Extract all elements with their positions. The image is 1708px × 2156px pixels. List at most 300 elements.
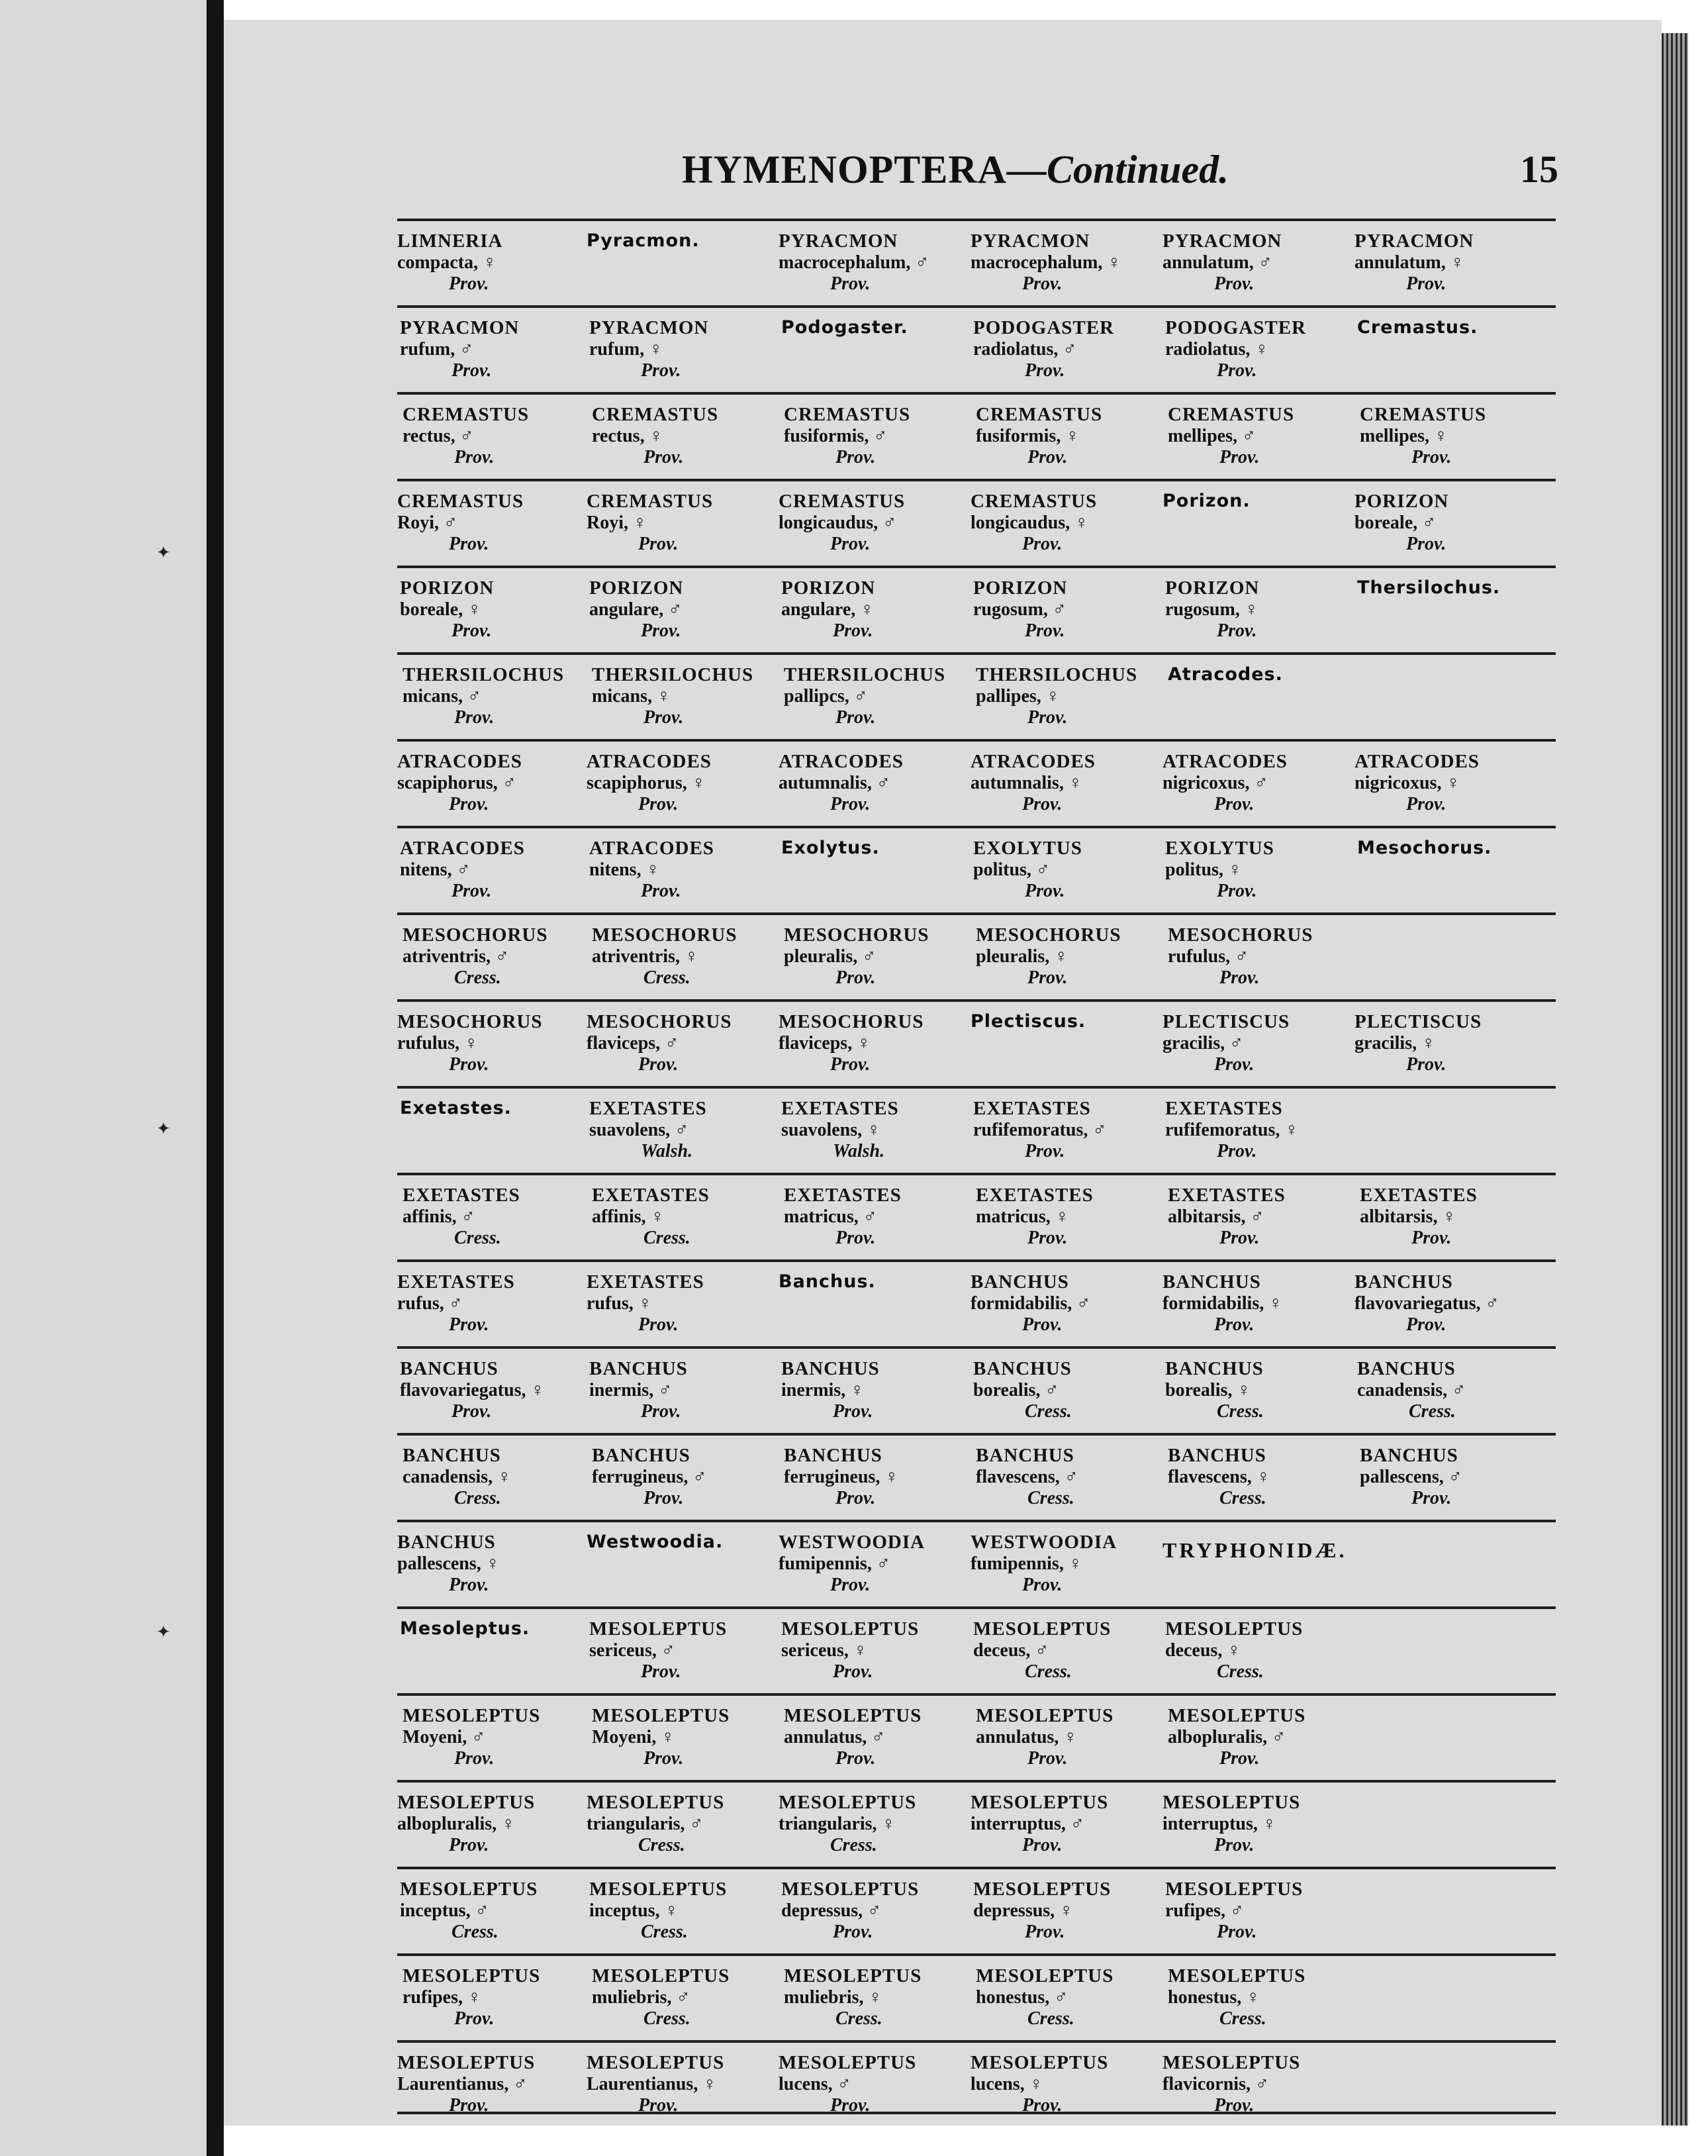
species-name: boreale, ♂ — [1354, 513, 1437, 533]
species-entry — [1162, 230, 1361, 295]
authority: Prov. — [638, 794, 679, 814]
authority: Prov. — [835, 967, 876, 988]
authority: Cress. — [830, 1835, 877, 1855]
species-name: inceptus, ♂ — [400, 1900, 489, 1921]
species-name: flavescens, ♀ — [1168, 1467, 1270, 1487]
authority: Prov. — [1219, 967, 1260, 988]
species-name: flavovariegatus, ♀ — [400, 1380, 545, 1400]
species-name: matricus, ♀ — [976, 1206, 1069, 1227]
authority: Prov. — [1027, 1228, 1068, 1248]
authority: Cress. — [643, 967, 690, 988]
genus-name: MESOLEPTUS — [589, 1879, 728, 1900]
species-name: flaviceps, ♂ — [587, 1033, 679, 1054]
margin-mark: ✦ — [156, 1119, 171, 1139]
authority: Prov. — [1406, 1314, 1447, 1335]
authority: Prov. — [830, 534, 871, 554]
margin-mark: ✦ — [156, 543, 171, 563]
authority: Prov. — [835, 707, 876, 728]
genus-name: EXETASTES — [403, 1185, 520, 1206]
species-entry — [592, 1965, 790, 2030]
species-entry — [403, 664, 601, 728]
species-name: longicaudus, ♂ — [779, 513, 897, 533]
authority: Prov. — [1406, 273, 1447, 294]
species-entry — [779, 2052, 977, 2116]
authority: Prov. — [835, 1748, 876, 1769]
species-entry — [1354, 230, 1553, 295]
species-name: honestus, ♀ — [1168, 1987, 1260, 2008]
species-name: albopluralis, ♀ — [397, 1814, 516, 1834]
species-name: macrocephalum, ♀ — [971, 252, 1121, 273]
species-name: rufifemoratus, ♂ — [973, 1120, 1107, 1140]
genus-name: PORIZON — [973, 577, 1068, 599]
genus-name: MESOLEPTUS — [1168, 1965, 1306, 1986]
genus-name: PYRACMON — [400, 317, 520, 338]
genus-name: EXETASTES — [592, 1185, 710, 1206]
genus-name: PORIZON — [1165, 577, 1260, 599]
authority: Cress. — [1217, 1661, 1264, 1682]
authority: Prov. — [641, 881, 681, 901]
species-entry — [587, 1011, 785, 1075]
species-entry — [971, 1271, 1169, 1336]
species-name: suavolens, ♀ — [781, 1120, 881, 1140]
genus-name: ATRACODES — [1162, 751, 1288, 772]
species-name: autumnalis, ♂ — [779, 773, 890, 793]
entry-row — [397, 1780, 1556, 1867]
entry-row — [397, 1346, 1556, 1433]
authority: Prov. — [1217, 1922, 1257, 1942]
species-name: scapiphorus, ♀ — [587, 773, 706, 793]
species-name: micans, ♂ — [403, 686, 481, 707]
authority: Prov. — [1217, 1141, 1257, 1161]
species-entry — [397, 1271, 596, 1336]
genus-name: MESOLEPTUS — [973, 1879, 1112, 1900]
species-entry — [400, 1879, 598, 1943]
authority: Prov. — [454, 1748, 495, 1769]
entry-row — [397, 305, 1556, 392]
genus-name: CREMASTUS — [403, 404, 530, 425]
authority: Prov. — [1214, 794, 1255, 814]
species-name: lucens, ♀ — [971, 2074, 1043, 2094]
authority: Prov. — [1027, 1748, 1068, 1769]
species-name: muliebris, ♀ — [784, 1987, 882, 2008]
authority: Prov. — [1025, 360, 1065, 381]
genus-name: MESOCHORUS — [397, 1011, 543, 1032]
family-heading: TRYPHONIDÆ. — [1162, 1538, 1347, 1562]
genus-name: MESOLEPTUS — [1162, 1792, 1301, 1813]
species-name: politus, ♀ — [1165, 859, 1242, 880]
species-name: muliebris, ♂ — [592, 1987, 690, 2008]
authority: Walsh. — [641, 1141, 693, 1161]
species-name: pallipes, ♀ — [976, 686, 1060, 707]
genus-name: EXETASTES — [781, 1098, 899, 1119]
genus-heading: Cremastus. — [1357, 317, 1478, 338]
genus-name: MESOLEPTUS — [592, 1965, 730, 1986]
species-name: albitarsis, ♀ — [1360, 1206, 1456, 1227]
authority: Prov. — [643, 1488, 684, 1508]
species-name: inceptus, ♀ — [589, 1900, 679, 1921]
authority: Prov. — [830, 1575, 871, 1595]
species-name: fusiformis, ♂ — [784, 426, 888, 446]
authority: Prov. — [641, 1661, 681, 1682]
species-entry — [779, 1011, 977, 1075]
species-list — [397, 219, 1556, 2114]
genus-name: BANCHUS — [1357, 1358, 1456, 1379]
species-name: atriventris, ♀ — [592, 946, 698, 967]
species-entry — [592, 924, 790, 989]
species-name: rectus, ♂ — [403, 426, 474, 446]
genus-name: THERSILOCHUS — [592, 664, 754, 685]
species-entry — [1360, 1445, 1558, 1509]
authority: Prov. — [1219, 1748, 1260, 1769]
authority: Cress. — [643, 2008, 690, 2029]
authority: Prov. — [1411, 1488, 1452, 1508]
species-entry — [1168, 1705, 1366, 1769]
authority: Prov. — [1411, 1228, 1452, 1248]
authority: Prov. — [451, 881, 492, 901]
genus-name: CREMASTUS — [779, 491, 906, 512]
entry-row — [397, 1259, 1556, 1346]
authority: Prov. — [1406, 534, 1447, 554]
species-entry — [779, 751, 977, 815]
authority: Cress. — [638, 1835, 685, 1855]
entry-row — [397, 1867, 1556, 1953]
species-name: canadensis, ♀ — [403, 1467, 512, 1487]
authority: Prov. — [1025, 881, 1065, 901]
authority: Cress. — [1217, 1401, 1264, 1422]
species-name: rufum, ♂ — [400, 339, 474, 360]
species-name: deceus, ♂ — [973, 1640, 1049, 1661]
genus-name: ATRACODES — [971, 751, 1096, 772]
species-entry — [592, 664, 790, 728]
authority: Cress. — [1409, 1401, 1456, 1422]
species-entry — [589, 1618, 788, 1683]
genus-name: BANCHUS — [589, 1358, 688, 1379]
genus-name: BANCHUS — [1360, 1445, 1458, 1466]
species-entry — [1165, 317, 1364, 381]
genus-name: MESOCHORUS — [1168, 924, 1313, 946]
book-gutter — [207, 0, 224, 2156]
species-name: fumipennis, ♂ — [779, 1553, 890, 1574]
species-entry — [973, 317, 1172, 381]
species-entry — [1165, 1358, 1364, 1422]
authority: Prov. — [830, 1054, 871, 1075]
genus-name: PODOGASTER — [973, 317, 1115, 338]
species-name: pallipcs, ♂ — [784, 686, 868, 707]
species-name: compacta, ♀ — [397, 252, 497, 273]
species-entry — [971, 2052, 1169, 2116]
authority: Prov. — [1214, 1314, 1255, 1335]
genus-name: EXETASTES — [589, 1098, 707, 1119]
genus-name: PORIZON — [400, 577, 495, 599]
genus-name: EXETASTES — [1360, 1185, 1478, 1206]
genus-name: PLECTISCUS — [1354, 1011, 1482, 1032]
species-name: annulatum, ♀ — [1354, 252, 1464, 273]
species-name: depressus, ♂ — [781, 1900, 882, 1921]
authority: Prov. — [643, 447, 684, 467]
genus-name: MESOLEPTUS — [1165, 1618, 1304, 1640]
authority: Prov. — [1022, 794, 1063, 814]
species-entry — [784, 664, 982, 728]
genus-heading: Plectiscus. — [971, 1011, 1086, 1032]
species-name: inermis, ♀ — [781, 1380, 865, 1400]
species-entry — [781, 1618, 980, 1683]
authority: Cress. — [1219, 1488, 1266, 1508]
genus-name: MESOCHORUS — [592, 924, 737, 946]
authority: Prov. — [638, 534, 679, 554]
species-name: nitens, ♂ — [400, 859, 471, 880]
species-name: matricus, ♂ — [784, 1206, 877, 1227]
species-entry — [397, 751, 596, 815]
genus-name: MESOLEPTUS — [781, 1879, 920, 1900]
species-entry — [779, 491, 977, 555]
genus-name: PYRACMON — [589, 317, 709, 338]
species-entry — [397, 2052, 596, 2116]
species-name: rufulus, ♂ — [1168, 946, 1249, 967]
authority: Prov. — [638, 1314, 679, 1335]
species-entry — [973, 1618, 1172, 1683]
species-entry — [589, 577, 788, 642]
species-entry — [973, 577, 1172, 642]
authority: Prov. — [454, 707, 495, 728]
genus-name: EXETASTES — [587, 1271, 704, 1293]
entry-row — [397, 565, 1556, 652]
genus-name: EXETASTES — [976, 1185, 1094, 1206]
genus-name: MESOLEPTUS — [971, 1792, 1109, 1813]
species-name: fumipennis, ♀ — [971, 1553, 1082, 1574]
species-entry — [779, 1532, 977, 1596]
genus-name: BANCHUS — [592, 1445, 690, 1466]
species-entry — [781, 1358, 980, 1422]
genus-heading: Exolytus. — [781, 838, 880, 858]
genus-name: ATRACODES — [589, 838, 714, 859]
species-entry — [784, 924, 982, 989]
entry-row — [397, 1173, 1556, 1259]
species-entry — [779, 230, 977, 295]
authority: Prov. — [835, 447, 876, 467]
genus-name: EXETASTES — [397, 1271, 515, 1293]
species-name: angulare, ♂ — [589, 599, 683, 620]
species-entry — [397, 1011, 596, 1075]
species-entry — [976, 1965, 1174, 2030]
species-entry — [1162, 751, 1361, 815]
genus-name: CREMASTUS — [1360, 404, 1487, 425]
species-name: formidabilis, ♂ — [971, 1293, 1091, 1314]
page-edges — [1662, 33, 1688, 2126]
species-entry — [592, 1705, 790, 1769]
authority: Prov. — [833, 620, 873, 641]
species-name: fusiformis, ♀ — [976, 426, 1080, 446]
genus-name: EXOLYTUS — [973, 838, 1082, 859]
authority: Prov. — [449, 534, 489, 554]
genus-name: CREMASTUS — [397, 491, 524, 512]
authority: Prov. — [641, 620, 681, 641]
species-entry — [976, 1705, 1174, 1769]
title-continued: —Continued. — [1007, 148, 1229, 191]
authority: Prov. — [449, 2095, 489, 2116]
authority: Cress. — [1219, 2008, 1266, 2029]
authority: Walsh. — [833, 1141, 885, 1161]
authority: Prov. — [1219, 1228, 1260, 1248]
species-entry — [1354, 751, 1553, 815]
species-name: autumnalis, ♀ — [971, 773, 1082, 793]
genus-heading: Mesochorus. — [1357, 838, 1492, 858]
species-entry — [971, 1792, 1169, 1856]
species-entry — [784, 1185, 982, 1249]
species-entry — [397, 1532, 596, 1596]
genus-name: MESOLEPTUS — [1162, 2052, 1301, 2073]
authority: Prov. — [1022, 1835, 1063, 1855]
authority: Prov. — [454, 447, 495, 467]
species-entry — [976, 924, 1174, 989]
authority: Cress. — [643, 1228, 690, 1248]
genus-name: MESOLEPTUS — [1168, 1705, 1306, 1726]
genus-name: BANCHUS — [784, 1445, 882, 1466]
species-name: Moyeni, ♀ — [592, 1727, 675, 1747]
genus-name: MESOLEPTUS — [592, 1705, 730, 1726]
entry-row — [397, 1086, 1556, 1173]
species-entry — [781, 1098, 980, 1162]
genus-name: MESOLEPTUS — [781, 1618, 920, 1640]
authority: Prov. — [1214, 1054, 1255, 1075]
genus-name: EXETASTES — [784, 1185, 902, 1206]
species-entry — [403, 1445, 601, 1509]
margin-mark: ✦ — [156, 1622, 171, 1642]
species-name: gracilis, ♀ — [1354, 1033, 1436, 1054]
species-entry — [403, 924, 601, 989]
species-entry — [1354, 491, 1553, 555]
genus-heading: Westwoodia. — [587, 1532, 724, 1552]
genus-name: MESOCHORUS — [784, 924, 929, 946]
genus-name: PYRACMON — [971, 230, 1090, 252]
species-entry — [589, 317, 788, 381]
genus-name: MESOLEPTUS — [589, 1618, 728, 1640]
species-name: honestus, ♂ — [976, 1987, 1068, 2008]
species-entry — [1162, 1271, 1361, 1336]
species-name: Laurentianus, ♀ — [587, 2074, 717, 2094]
species-entry — [587, 1271, 785, 1336]
species-entry — [1165, 838, 1364, 902]
species-name: rufifemoratus, ♀ — [1165, 1120, 1299, 1140]
entry-row — [397, 1953, 1556, 2040]
species-entry — [1168, 1965, 1366, 2030]
species-entry — [400, 577, 598, 642]
species-entry — [973, 1358, 1172, 1422]
authority: Prov. — [1217, 620, 1257, 641]
species-name: rugosum, ♂ — [973, 599, 1067, 620]
species-name: inermis, ♂ — [589, 1380, 673, 1400]
species-entry — [1162, 2052, 1361, 2116]
species-name: pallescens, ♂ — [1360, 1467, 1462, 1487]
authority: Prov. — [1214, 273, 1255, 294]
genus-name: PYRACMON — [1162, 230, 1282, 252]
species-name: depressus, ♀ — [973, 1900, 1074, 1921]
authority: Prov. — [451, 620, 492, 641]
species-entry — [976, 1445, 1174, 1509]
authority: Prov. — [835, 1488, 876, 1508]
title-main: HYMENOPTERA — [682, 148, 1007, 191]
species-name: flavovariegatus, ♂ — [1354, 1293, 1499, 1314]
page-title — [682, 147, 1229, 193]
genus-name: MESOLEPTUS — [779, 1792, 917, 1813]
species-entry — [592, 404, 790, 468]
species-name: rufipes, ♀ — [403, 1987, 481, 2008]
species-name: rectus, ♀ — [592, 426, 663, 446]
authority: Prov. — [449, 794, 489, 814]
genus-name: CREMASTUS — [1168, 404, 1295, 425]
genus-heading: Exetastes. — [400, 1098, 512, 1118]
species-name: pleuralis, ♂ — [784, 946, 877, 967]
page-number: 15 — [1520, 148, 1558, 191]
genus-name: BANCHUS — [973, 1358, 1072, 1379]
species-name: lucens, ♂ — [779, 2074, 851, 2094]
species-name: macrocephalum, ♂ — [779, 252, 929, 273]
species-entry — [784, 404, 982, 468]
species-entry — [1354, 1011, 1553, 1075]
entry-row — [397, 652, 1556, 739]
species-entry — [397, 1792, 596, 1856]
species-entry — [592, 1185, 790, 1249]
authority: Prov. — [449, 1314, 489, 1335]
authority: Prov. — [451, 1401, 492, 1422]
species-entry — [1162, 1792, 1361, 1856]
genus-name: MESOLEPTUS — [784, 1705, 922, 1726]
authority: Prov. — [1217, 360, 1257, 381]
species-name: nitens, ♀ — [589, 859, 660, 880]
genus-name: BANCHUS — [1354, 1271, 1453, 1293]
genus-name: MESOLEPTUS — [587, 2052, 725, 2073]
species-entry — [589, 1098, 788, 1162]
authority: Prov. — [1214, 2095, 1255, 2116]
genus-name: PORIZON — [1354, 491, 1449, 512]
species-name: canadensis, ♂ — [1357, 1380, 1466, 1400]
authority: Prov. — [638, 1054, 679, 1075]
genus-name: PYRACMON — [779, 230, 898, 252]
species-entry — [403, 1965, 601, 2030]
species-entry — [971, 751, 1169, 815]
authority: Prov. — [643, 1748, 684, 1769]
species-name: micans, ♀ — [592, 686, 671, 707]
species-entry — [1165, 1879, 1364, 1943]
genus-name: BANCHUS — [400, 1358, 498, 1379]
authority: Prov. — [641, 360, 681, 381]
authority: Prov. — [638, 2095, 679, 2116]
authority: Cress. — [454, 967, 501, 988]
authority: Cress. — [641, 1922, 688, 1942]
genus-name: MESOLEPTUS — [400, 1879, 538, 1900]
species-name: boreale, ♀ — [400, 599, 482, 620]
species-entry — [1168, 924, 1366, 989]
species-entry — [1354, 1271, 1553, 1336]
authority: Prov. — [835, 1228, 876, 1248]
species-name: rufipes, ♂ — [1165, 1900, 1244, 1921]
genus-name: MESOLEPTUS — [397, 2052, 536, 2073]
species-name: Moyeni, ♂ — [403, 1727, 486, 1747]
genus-name: MESOCHORUS — [403, 924, 548, 946]
species-name: interruptus, ♂ — [971, 1814, 1084, 1834]
species-entry — [589, 838, 788, 902]
species-entry — [781, 1879, 980, 1943]
species-entry — [400, 1358, 598, 1422]
species-entry — [587, 2052, 785, 2116]
genus-name: ATRACODES — [779, 751, 904, 772]
genus-name: ATRACODES — [400, 838, 525, 859]
species-name: flaviceps, ♀ — [779, 1033, 871, 1054]
species-name: flavescens, ♂ — [976, 1467, 1078, 1487]
species-entry — [973, 838, 1172, 902]
species-entry — [1168, 1445, 1366, 1509]
species-name: rufulus, ♀ — [397, 1033, 479, 1054]
species-entry — [1168, 1185, 1366, 1249]
